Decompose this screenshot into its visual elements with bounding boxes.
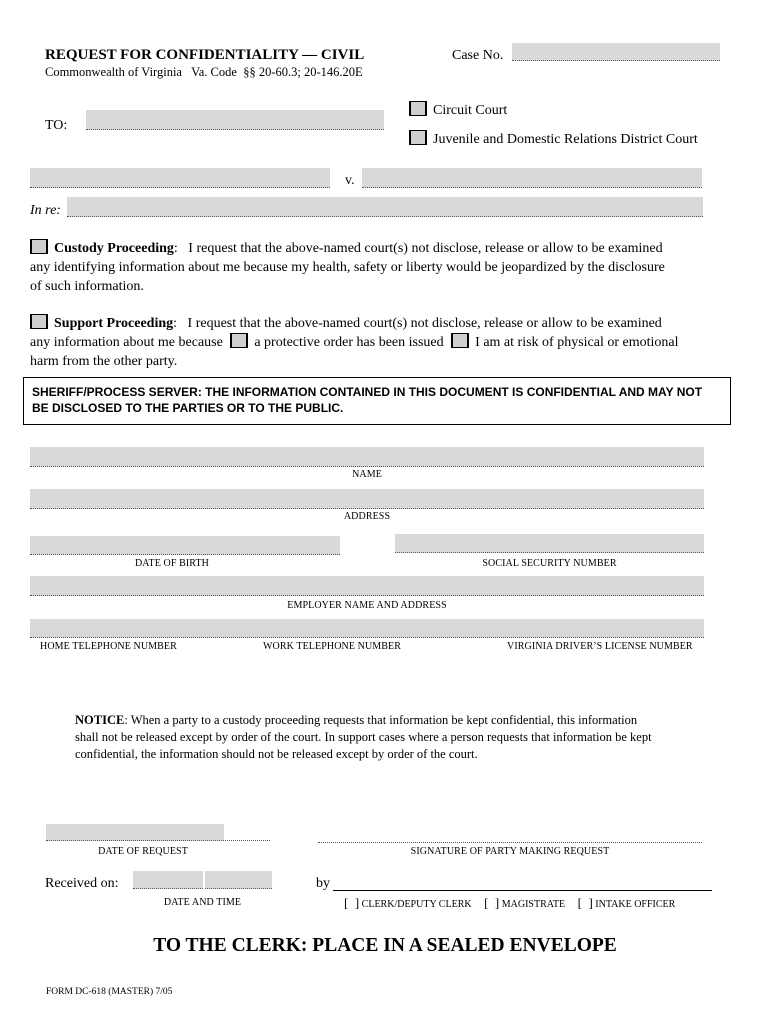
circuit-court-option[interactable] <box>409 101 507 119</box>
plaintiff-field[interactable] <box>30 168 330 188</box>
support-label: Support Proceeding <box>54 316 174 331</box>
circuit-court-checkbox[interactable] <box>409 101 427 116</box>
custody-label: Custody Proceeding <box>54 241 174 256</box>
received-date-field[interactable] <box>133 871 203 889</box>
support-text-2a: any information about me because <box>30 335 223 350</box>
case-number-field[interactable] <box>512 43 720 61</box>
notice-paragraph <box>75 712 735 763</box>
date-and-time-label: DATE AND TIME <box>163 897 242 908</box>
custody-text-2: any identifying information about me because my health, safety or liberty would be jeopardized by the disclosure <box>30 260 665 275</box>
date-of-request-line <box>46 840 270 841</box>
support-text-3: harm from the other party. <box>30 354 178 369</box>
notice-line-3: confidential, the information should not be released except by order of the court. <box>75 747 478 761</box>
custody-text-1: : I request that the above-named court(s) not disclose, release or allow to be examined <box>173 241 663 256</box>
clerk-label: CLERK/DEPUTY CLERK <box>361 899 472 910</box>
received-on-label: Received on: <box>45 876 119 891</box>
employer-field[interactable] <box>30 576 704 596</box>
defendant-field[interactable] <box>362 168 702 188</box>
received-by-line[interactable] <box>333 890 712 891</box>
to-label: TO: <box>45 118 68 133</box>
support-paragraph <box>30 314 750 371</box>
form-id: FORM DC-618 (MASTER) 7/05 <box>46 987 173 997</box>
support-text-2b: a protective order has been issued <box>254 335 444 350</box>
by-label: by <box>316 876 330 891</box>
notice-line-2: shall not be released except by order of the court. In support cases where a person requests that information be kept <box>75 730 652 744</box>
signature-label: SIGNATURE OF PARTY MAKING REQUEST <box>410 846 610 857</box>
form-title: REQUEST FOR CONFIDENTIALITY — CIVIL <box>45 47 365 63</box>
home-phone-label: HOME TELEPHONE NUMBER <box>40 641 177 652</box>
dob-field[interactable] <box>30 536 340 555</box>
employer-label: EMPLOYER NAME AND ADDRESS <box>287 600 447 611</box>
notice-line-1: : When a party to a custody proceeding requests that information be kept confidential, this information <box>124 713 638 727</box>
notice-heading: NOTICE <box>75 713 125 727</box>
to-field[interactable] <box>86 110 384 130</box>
support-text-2c: I am at risk of physical or emotional <box>475 335 679 350</box>
statute-reference: Commonwealth of Virginia Va. Code §§ 20-60.3; 20-146.20E <box>45 65 363 79</box>
support-checkbox[interactable] <box>30 314 48 329</box>
magistrate-label: MAGISTRATE <box>501 899 566 910</box>
jdr-court-checkbox[interactable] <box>409 130 427 145</box>
license-label: VIRGINIA DRIVER’S LICENSE NUMBER <box>507 641 693 652</box>
name-field[interactable] <box>30 447 704 467</box>
jdr-court-option[interactable] <box>409 130 698 148</box>
in-re-label: In re: <box>30 203 61 218</box>
signature-line[interactable] <box>318 842 702 843</box>
custody-paragraph <box>30 239 750 296</box>
name-label: NAME <box>352 469 382 480</box>
intake-officer-checkbox[interactable]: [ ] <box>577 895 593 910</box>
circuit-court-label: Circuit Court <box>433 103 508 118</box>
versus-label: v. <box>345 173 355 188</box>
clerk-instruction: TO THE CLERK: PLACE IN A SEALED ENVELOPE <box>153 935 617 956</box>
phone-license-field[interactable] <box>30 619 704 638</box>
confidential-warning-box: SHERIFF/PROCESS SERVER: THE INFORMATION CONTAINED IN THIS DOCUMENT IS CONFIDENTIAL AND MAY NOT BE DISCLOSED TO THE PARTIES OR TO THE PUBLIC. <box>23 377 731 425</box>
custody-checkbox[interactable] <box>30 239 48 254</box>
ssn-field[interactable] <box>395 534 704 553</box>
dob-label: DATE OF BIRTH <box>134 558 210 569</box>
risk-of-harm-checkbox[interactable] <box>451 333 469 348</box>
work-phone-label: WORK TELEPHONE NUMBER <box>263 641 402 652</box>
address-field[interactable] <box>30 489 704 509</box>
date-of-request-field[interactable] <box>46 824 224 841</box>
custody-text-3: of such information. <box>30 279 144 294</box>
case-no-label: Case No. <box>452 48 504 63</box>
protective-order-checkbox[interactable] <box>230 333 248 348</box>
address-label: ADDRESS <box>343 511 391 522</box>
jdr-court-label: Juvenile and Domestic Relations District Court <box>433 132 698 147</box>
received-time-field[interactable] <box>205 871 272 889</box>
ssn-label: SOCIAL SECURITY NUMBER <box>482 558 617 569</box>
receiver-role-options <box>344 895 675 911</box>
support-text-1: : I request that the above-named court(s) not disclose, release or allow to be examined <box>173 316 662 331</box>
clerk-checkbox[interactable]: [ ] <box>344 895 360 910</box>
date-of-request-label: DATE OF REQUEST <box>98 846 188 857</box>
in-re-field[interactable] <box>67 197 703 217</box>
magistrate-checkbox[interactable]: [ ] <box>484 895 500 910</box>
intake-officer-label: INTAKE OFFICER <box>595 899 676 910</box>
